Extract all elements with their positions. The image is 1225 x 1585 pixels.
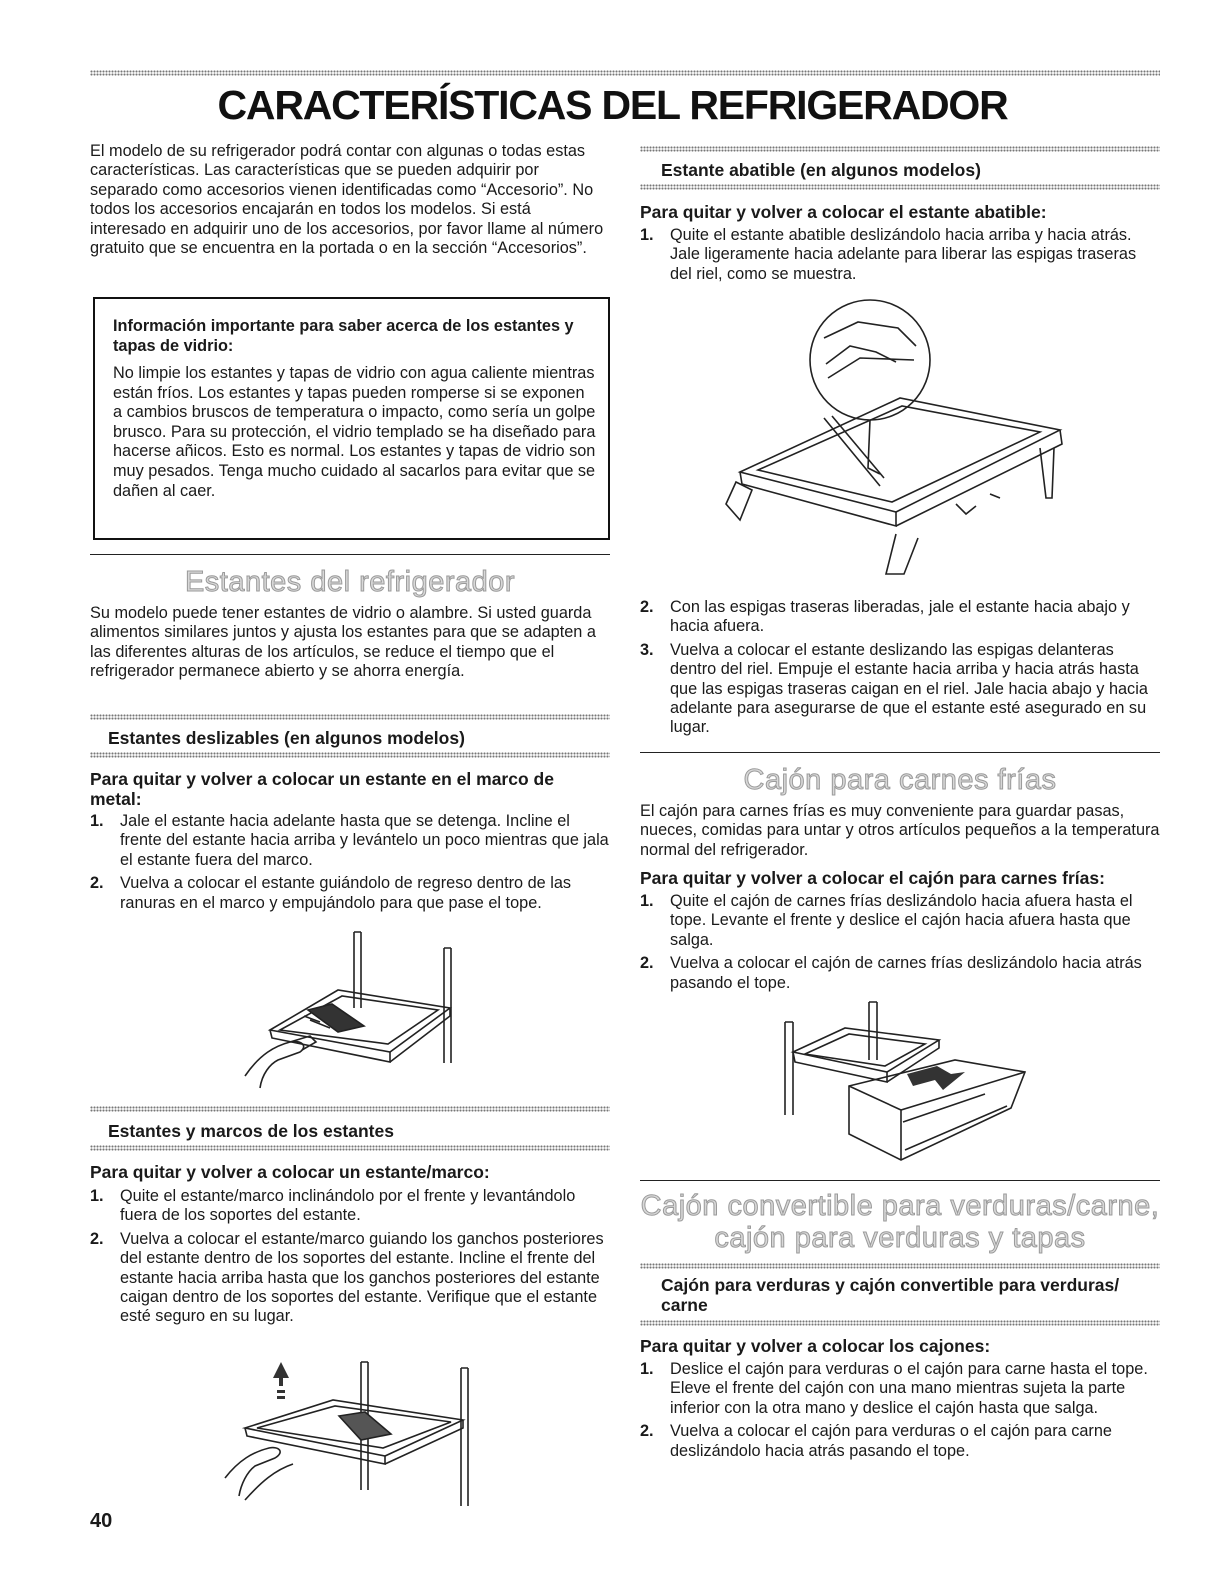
- meat-drawer-paragraph: El cajón para carnes frías es muy conveniente para guardar pasas, nueces, comidas para untar y otros artículos pequeños a la temperatura normal del refrigerador.: [640, 802, 1160, 859]
- dotted-rule: [640, 146, 1160, 152]
- instructions-title-flip-shelf: Para quitar y volver a colocar el estante abatible:: [640, 202, 1047, 222]
- page-number: 40: [90, 1510, 113, 1532]
- page-title: CARACTERÍSTICAS DEL REFRIGERADOR: [217, 82, 1008, 128]
- step-item: 2. Vuelva a colocar el estante guiándolo de regreso dentro de las ranuras en el marco y empujándolo para que pase el tope.: [90, 874, 572, 912]
- dotted-rule: [640, 1263, 1160, 1269]
- step-item: 3. Vuelva a colocar el estante deslizando las espigas delanteras dentro del riel. Empuje el estante hacia arriba y hacia atrás hasta que las espigas traseras caigan en el riel. Jale hacia abajo y hacia adelante para asegurarse de que el estante esté asegurado en su lugar.: [640, 640, 1148, 737]
- sliding-shelf-illustration: [230, 928, 470, 1090]
- step-item: 2. Vuelva a colocar el estante/marco guiando los ganchos posteriores del estante dentro de los soportes del estante. Incline el frente del estante hacia arriba hasta que los ganchos posteriores del estante caigan dentro de los soportes del estante. Verifique que el estante esté seguro en su lugar.: [90, 1229, 604, 1326]
- section-divider: [640, 752, 1160, 753]
- steps-frames: [90, 1187, 610, 1327]
- section-divider: [640, 1180, 1160, 1181]
- steps-flip-shelf-1: [640, 226, 1160, 284]
- dotted-rule: [90, 1145, 610, 1151]
- dotted-rule: [640, 184, 1160, 190]
- instructions-title-meat-drawer: Para quitar y volver a colocar el cajón para carnes frías:: [640, 868, 1105, 888]
- flip-shelf-illustration: [700, 298, 1100, 588]
- instructions-title-frames: Para quitar y volver a colocar un estante/marco:: [90, 1162, 490, 1182]
- dotted-rule: [90, 714, 610, 720]
- subheading-flip-shelf: Estante abatible (en algunos modelos): [661, 160, 981, 180]
- step-item: 2. Con las espigas traseras liberadas, jale el estante hacia abajo y hacia afuera.: [640, 598, 1130, 636]
- step-item: 1. Deslice el cajón para verduras o el cajón para carne hasta el tope. Eleve el frente del cajón con una mano mientras sujeta la parte inferior con la otra mano y deslice el cajón hasta que salga.: [640, 1360, 1148, 1417]
- step-item: 1. Jale el estante hacia adelante hasta que se detenga. Incline el frente del estante hacia arriba y levántelo un poco mientras que jala el estante fuera del marco.: [90, 812, 609, 869]
- section-heading-shelves: Estantes del refrigerador: [184, 566, 516, 598]
- steps-flip-shelf-2: [640, 598, 1160, 738]
- meat-drawer-illustration: [775, 1000, 1035, 1170]
- instructions-title-sliding: Para quitar y volver a colocar un estante en el marco de metal:: [90, 769, 554, 809]
- section-heading-crispers-line2: cajón para verduras y tapas: [714, 1222, 1086, 1254]
- dotted-rule: [90, 1106, 610, 1112]
- subheading-sliding-shelves: Estantes deslizables (en algunos modelos): [108, 728, 465, 748]
- steps-crispers: [640, 1360, 1160, 1461]
- step-item: 1. Quite el cajón de carnes frías deslizándolo hacia afuera hasta el tope. Levante el frente y deslice el cajón hacia afuera hasta que salga.: [640, 892, 1133, 949]
- shelves-paragraph: Su modelo puede tener estantes de vidrio o alambre. Si usted guarda alimentos similares juntos y ajusta los estantes para que se adapten a las diferentes alturas de los artículos, se reduce el tiempo que el refrigerador permanece abierto y se ahorra energía.: [90, 604, 596, 681]
- glass-warning-body: No limpie los estantes y tapas de vidrio con agua caliente mientras están fríos. Los estantes y tapas pueden romperse si se exponen a cambios bruscos de temperatura o impacto, como sería un golpe brusco. Para su protección, el vidrio templado se ha diseñado para hacerse añicos. Esto es normal. Los estantes y tapas de vidrio son muy pesados. Tenga mucho cuidado al sacarlos para evitar que se dañen al caer.: [113, 364, 596, 500]
- glass-warning-box: [93, 297, 610, 540]
- intro-paragraph: El modelo de su refrigerador podrá contar con algunas o todas estas características. Las características que se pueden adquirir por separado como accesorios vienen identificadas como “Accesorio”. No todos los accesorios encajarán en todos los modelos. Si está interesado en adquirir uno de los accesorios, por favor llame al número gratuito que se encuentra en la portada o en la sección “Accesorios”.: [90, 142, 604, 258]
- steps-meat-drawer: [640, 892, 1160, 993]
- section-divider: [90, 554, 610, 555]
- subheading-shelf-frames: Estantes y marcos de los estantes: [108, 1121, 394, 1141]
- step-item: 1. Quite el estante/marco inclinándolo por el frente y levantándolo fuera de los soportes del estante.: [90, 1187, 576, 1225]
- dotted-rule: [90, 752, 610, 758]
- top-dotted-rule: [90, 70, 1160, 76]
- step-item: 1. Quite el estante abatible deslizándolo hacia arriba y hacia atrás. Jale ligeramente hacia adelante para liberar las espigas traseras del riel, como se muestra.: [640, 226, 1137, 283]
- shelf-frame-illustration: [215, 1360, 485, 1510]
- steps-sliding: [90, 812, 610, 913]
- subheading-crispers: Cajón para verduras y cajón convertible para verduras/ carne: [661, 1275, 1120, 1315]
- step-item: 2. Vuelva a colocar el cajón para verduras o el cajón para carne deslizándolo hacia atrás pasando el tope.: [640, 1422, 1112, 1460]
- section-heading-crispers-line1: Cajón convertible para verduras/carne,: [640, 1190, 1160, 1222]
- step-item: 2. Vuelva a colocar el cajón de carnes frías deslizándolo hacia atrás pasando el tope.: [640, 954, 1142, 992]
- glass-warning-heading: Información importante para saber acerca de los estantes y tapas de vidrio:: [113, 317, 574, 355]
- instructions-title-crispers: Para quitar y volver a colocar los cajones:: [640, 1336, 991, 1356]
- dotted-rule: [640, 1320, 1160, 1326]
- section-heading-meat-drawer: Cajón para carnes frías: [743, 764, 1057, 796]
